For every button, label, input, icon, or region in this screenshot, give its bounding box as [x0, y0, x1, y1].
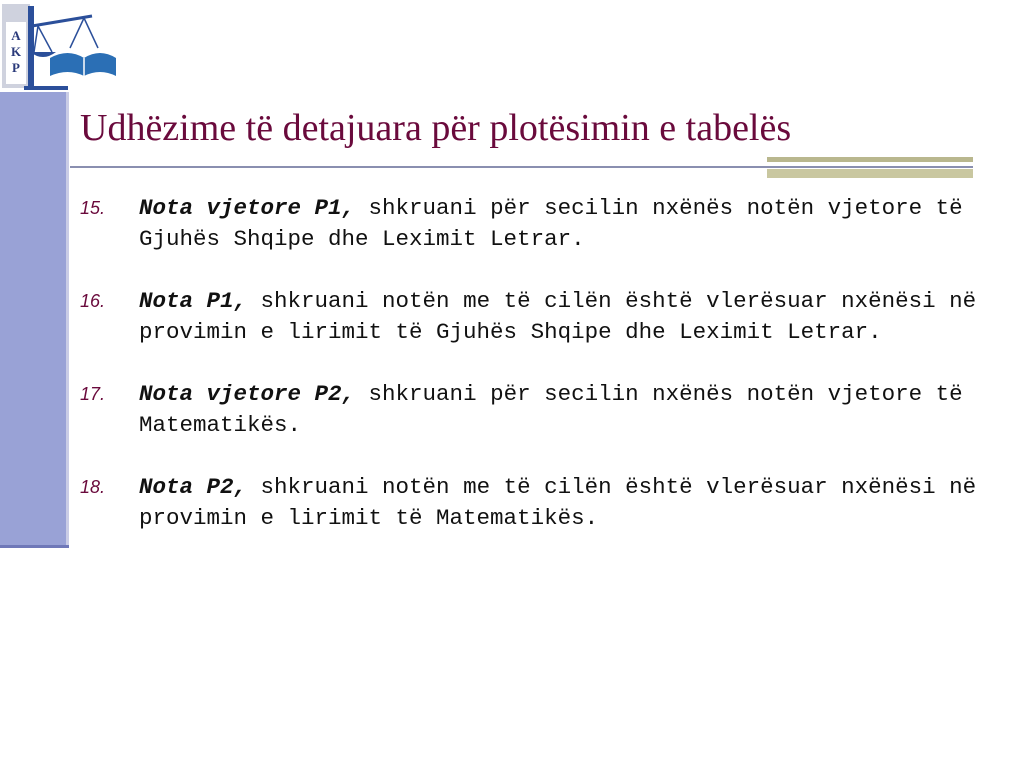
list-item: [80, 472, 980, 534]
list-item-number: 15.: [80, 198, 106, 218]
logo-letter-a: A: [11, 28, 21, 43]
list-item-text: shkruani notën me të cilën është vlerësuar nxënësi në provimin e lirimit të Matematikës.: [139, 474, 977, 531]
list-item-lead: Nota P2,: [139, 474, 248, 500]
title-accent-bars: [767, 157, 973, 179]
list-item-number: 16.: [80, 291, 106, 311]
list-item: [80, 286, 980, 348]
logo-letter-k: K: [10, 44, 22, 59]
instruction-list: [80, 193, 980, 565]
left-bar-bottom-rule: [0, 545, 69, 548]
logo-letter-p: P: [12, 60, 20, 75]
list-item-text: shkruani për secilin nxënës notën vjetore të Gjuhës Shqipe dhe Leximit Letrar.: [139, 195, 963, 252]
list-item-number: 18.: [80, 477, 106, 497]
accent-bar-top: [767, 157, 973, 162]
list-item-lead: Nota vjetore P1,: [139, 195, 356, 221]
list-item-lead: Nota vjetore P2,: [139, 381, 356, 407]
slide-title: Udhëzime të detajuara për plotësimin e tabelës: [80, 107, 792, 149]
list-item-text: shkruani për secilin nxënës notën vjetore të Matematikës.: [139, 381, 963, 438]
left-decorative-bar: [0, 92, 69, 545]
list-item-number: 17.: [80, 384, 106, 404]
logo-letters: [4, 28, 28, 76]
list-item-lead: Nota P1,: [139, 288, 248, 314]
akp-logo: [0, 0, 120, 95]
list-item-text: shkruani notën me të cilën është vlerësuar nxënësi në provimin e lirimit të Gjuhës Shqipe dhe Leximit Letrar.: [139, 288, 977, 345]
list-item: [80, 193, 980, 255]
accent-bar-bottom: [767, 169, 973, 178]
list-item: [80, 379, 980, 441]
